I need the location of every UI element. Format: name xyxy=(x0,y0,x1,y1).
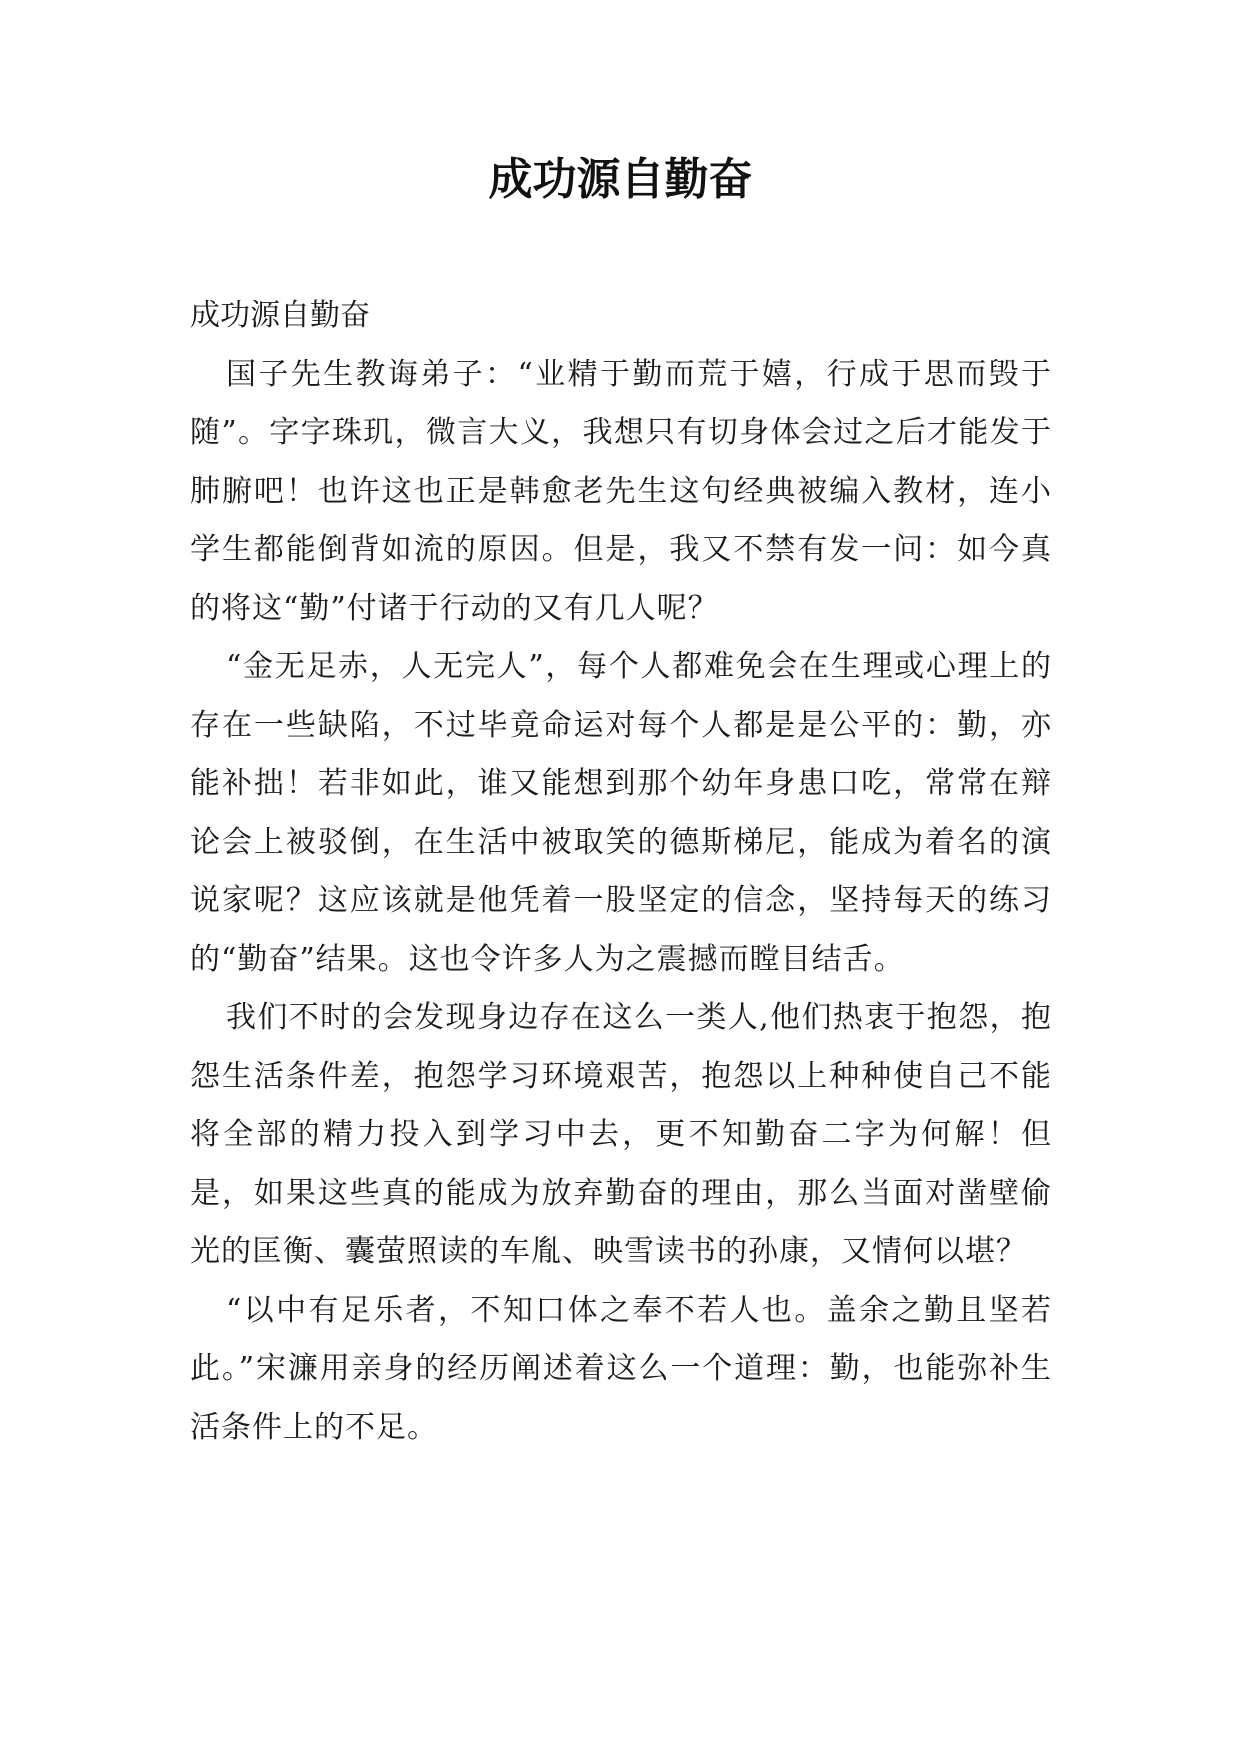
body-paragraph-3: 我们不时的会发现身边存在这么一类人,他们热衷于抱怨，抱怨生活条件差，抱怨学习环境艰苦，抱怨以上种种使自己不能将全部的精力投入到学习中去，更不知勤奋二字为何解！但是，如果这些真的能成为放弃勤奋的理由，那么当面对凿壁偷光的匡衡、囊萤照读的车胤、映雪读书的孙康，又情何以堪？ xyxy=(190,1000,1052,1269)
body-paragraph-4: “以中有足乐者，不知口体之奉不若人也。盖余之勤且坚若此。”宋濂用亲身的经历阐述着这么一个道理：勤，也能弥补生活条件上的不足。 xyxy=(190,1292,1052,1445)
document-subtitle: 成功源自勤奋 xyxy=(190,298,370,333)
document-body xyxy=(190,287,1052,1457)
body-paragraph-2: “金无足赤，人无完人”，每个人都难免会在生理或心理上的存在一些缺陷，不过毕竟命运对每个人都是是公平的：勤，亦能补拙！若非如此，谁又能想到那个幼年身患口吃，常常在辩论会上被驳倒，在生活中被取笑的德斯梯尼，能成为着名的演说家呢？这应该就是他凭着一股坚定的信念，坚持每天的练习的“勤奋”结果。这也令许多人为之震撼而瞠目结舌。 xyxy=(190,649,1052,977)
body-paragraph-1: 国子先生教诲弟子：“业精于勤而荒于嬉，行成于思而毁于随”。字字珠玑，微言大义，我想只有切身体会过之后才能发于肺腑吧！也许这也正是韩愈老先生这句经典被编入教材，连小学生都能倒背如流的原因。但是，我又不禁有发一问：如今真的将这“勤”付诸于行动的又有几人呢？ xyxy=(190,356,1052,626)
document-title: 成功源自勤奋 xyxy=(488,154,753,205)
